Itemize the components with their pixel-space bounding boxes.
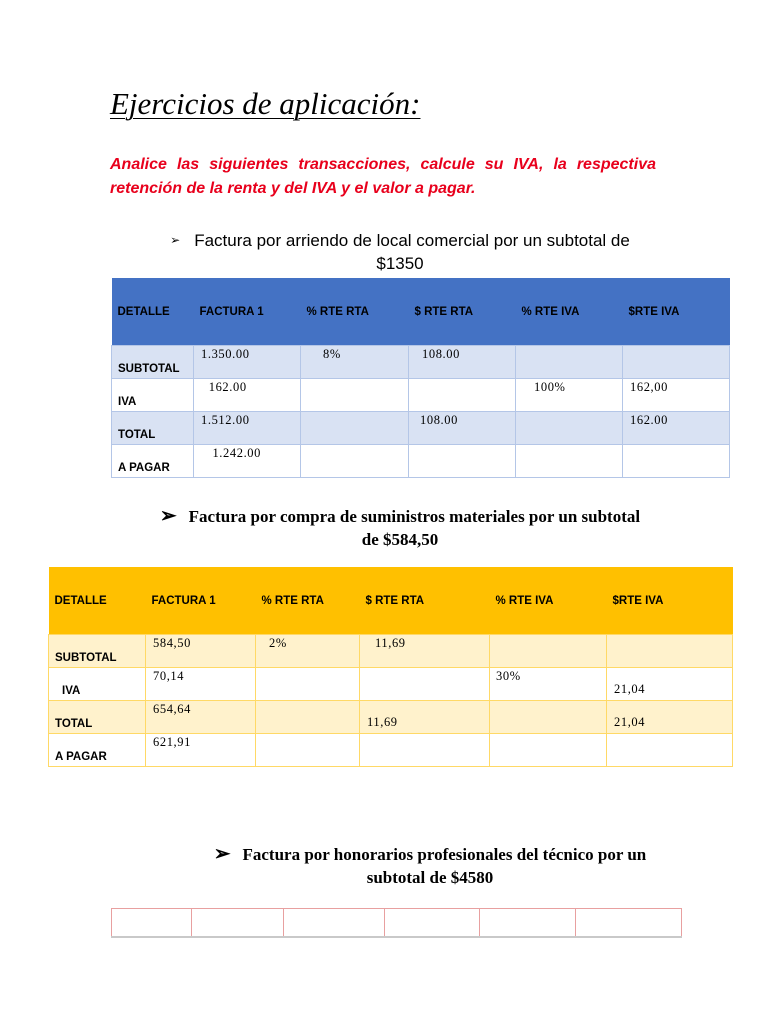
- row-label: A PAGAR: [55, 751, 107, 763]
- invoice-table-1: [111, 278, 730, 478]
- column-header: % RTE IVA: [516, 278, 623, 346]
- row-label: IVA: [118, 396, 137, 408]
- table-cell: [385, 909, 480, 938]
- section2-heading: [130, 505, 670, 551]
- section2-heading-line2: de $584,50: [361, 530, 439, 549]
- table-cell: 21,04: [614, 715, 646, 729]
- table-cell: [256, 668, 359, 669]
- table-cell: [607, 635, 732, 636]
- column-header: $ RTE RTA: [409, 278, 516, 346]
- row-label: A PAGAR: [118, 462, 170, 474]
- row-label: SUBTOTAL: [118, 363, 180, 375]
- table-cell: [284, 909, 385, 938]
- table-cell: [360, 668, 489, 669]
- table-cell: [516, 412, 622, 413]
- table-row: [112, 346, 730, 379]
- table-cell: [480, 909, 576, 938]
- section2-heading-line1: Factura por compra de suministros materiales por un subtotal: [188, 507, 641, 526]
- section1-heading: [140, 229, 660, 275]
- row-label: TOTAL: [118, 429, 156, 441]
- table-cell: [516, 346, 622, 347]
- table-row: [49, 668, 733, 701]
- table-cell: 70,14: [153, 669, 185, 683]
- table-cell: 1.350.00: [201, 347, 250, 361]
- arrow-bullet-icon: ➢: [159, 505, 177, 527]
- column-header: FACTURA 1: [146, 567, 256, 635]
- table-cell: [623, 445, 729, 446]
- table-cell: 2%: [269, 636, 287, 650]
- table-cell: [409, 445, 515, 446]
- table-cell: [607, 734, 732, 735]
- column-header: % RTE IVA: [490, 567, 607, 635]
- table-cell: [192, 909, 284, 938]
- table-row: [112, 379, 730, 412]
- row-label: IVA: [62, 685, 81, 697]
- column-header: DETALLE: [112, 278, 194, 346]
- table-cell: [490, 701, 606, 702]
- table-cell: 108.00: [420, 413, 458, 427]
- table-cell: 162,00: [630, 380, 668, 394]
- column-header: DETALLE: [49, 567, 146, 635]
- row-label: SUBTOTAL: [55, 652, 117, 664]
- table-cell: [490, 635, 606, 636]
- table-row: [112, 445, 730, 478]
- table-cell: [516, 445, 622, 446]
- table-cell: 1.242.00: [205, 446, 261, 460]
- table-row: [49, 734, 733, 767]
- table-header-row: [49, 567, 733, 635]
- table-cell: 11,69: [375, 636, 406, 650]
- table-cell: 21,04: [614, 682, 646, 696]
- table-row: [49, 701, 733, 734]
- table-cell: [112, 909, 192, 938]
- table-cell: [409, 379, 515, 380]
- table-cell: [576, 909, 682, 938]
- section3-heading: [180, 843, 680, 889]
- table-row: [112, 412, 730, 445]
- table-row: [112, 909, 682, 938]
- table-cell: 11,69: [367, 715, 398, 729]
- table-cell: [301, 445, 408, 446]
- instructions-text: Analice las siguientes transacciones, calcule su IVA, la respectiva retención de la renta y del IVA y el valor a pagar.: [110, 156, 656, 197]
- column-header: $ RTE RTA: [360, 567, 490, 635]
- table-cell: 8%: [323, 347, 341, 361]
- column-header: FACTURA 1: [194, 278, 301, 346]
- section3-heading-line2: subtotal de $4580: [366, 868, 494, 887]
- table-cell: 162.00: [630, 413, 668, 427]
- table-cell: [623, 346, 729, 347]
- section1-heading-line1: Factura por arriendo de local comercial por un subtotal de: [194, 231, 630, 250]
- table-cell: 108.00: [422, 347, 460, 361]
- table-cell: [360, 734, 489, 735]
- invoice-table-2: [48, 567, 733, 767]
- table-cell: 584,50: [153, 636, 191, 650]
- table-cell: [256, 734, 359, 735]
- column-header: $RTE IVA: [623, 278, 730, 346]
- table-cell: 1.512.00: [201, 413, 250, 427]
- table-cell: 162.00: [205, 380, 247, 394]
- table-row: [49, 635, 733, 668]
- section3-heading-line1: Factura por honorarios profesionales del técnico por un: [242, 845, 647, 864]
- invoice-table-3: [111, 908, 682, 938]
- table-cell: [490, 734, 606, 735]
- column-header: % RTE RTA: [256, 567, 360, 635]
- table-cell: [301, 412, 408, 413]
- table-cell: [256, 701, 359, 702]
- arrow-bullet-icon: ➢: [170, 233, 181, 247]
- table-header-row: [112, 278, 730, 346]
- column-header: % RTE RTA: [301, 278, 409, 346]
- column-header: $RTE IVA: [607, 567, 733, 635]
- table-cell: 100%: [534, 380, 566, 394]
- section1-heading-line2: $1350: [376, 254, 424, 273]
- table-cell: [301, 379, 408, 380]
- table-cell: 30%: [496, 669, 521, 683]
- page-title: Ejercicios de aplicación:: [110, 86, 421, 121]
- row-label: TOTAL: [55, 718, 93, 730]
- table-cell: 654,64: [153, 702, 191, 716]
- arrow-bullet-icon: ➢: [213, 843, 231, 865]
- table-cell: 621,91: [153, 735, 191, 749]
